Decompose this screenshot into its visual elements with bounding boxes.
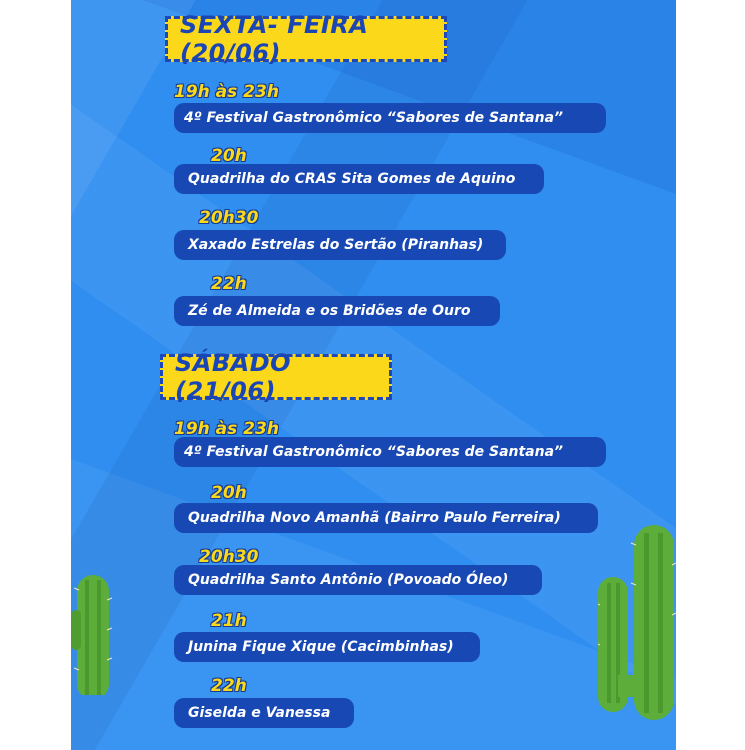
event-time: 22h [211,676,247,696]
event-item: Quadrilha do CRAS Sita Gomes de Aquino [174,164,544,194]
event-time: 20h30 [199,208,259,228]
event-item: Xaxado Estrelas do Sertão (Piranhas) [174,230,506,260]
event-item: Zé de Almeida e os Bridões de Ouro [174,296,500,326]
event-item: Quadrilha Santo Antônio (Povoado Óleo) [174,565,542,595]
event-time: 20h [211,146,247,166]
event-time: 22h [211,274,247,294]
cactus-left-icon [71,560,121,695]
day-header-saturday: SÁBADO (21/06) [160,354,392,400]
day-header-friday: SEXTA- FEIRA (20/06) [165,16,447,62]
event-item: 4º Festival Gastronômico “Sabores de Santana” [174,103,606,133]
event-time: 21h [211,611,247,631]
event-item: Junina Fique Xique (Cacimbinhas) [174,632,480,662]
event-time: 19h às 23h [174,82,279,102]
schedule-poster [71,0,676,750]
event-item: Giselda e Vanessa [174,698,354,728]
event-time: 19h às 23h [174,419,279,439]
event-time: 20h [211,483,247,503]
cactus-right-icon [598,525,676,720]
event-item: Quadrilha Novo Amanhã (Bairro Paulo Ferreira) [174,503,598,533]
event-time: 20h30 [199,547,259,567]
event-item: 4º Festival Gastronômico “Sabores de Santana” [174,437,606,467]
